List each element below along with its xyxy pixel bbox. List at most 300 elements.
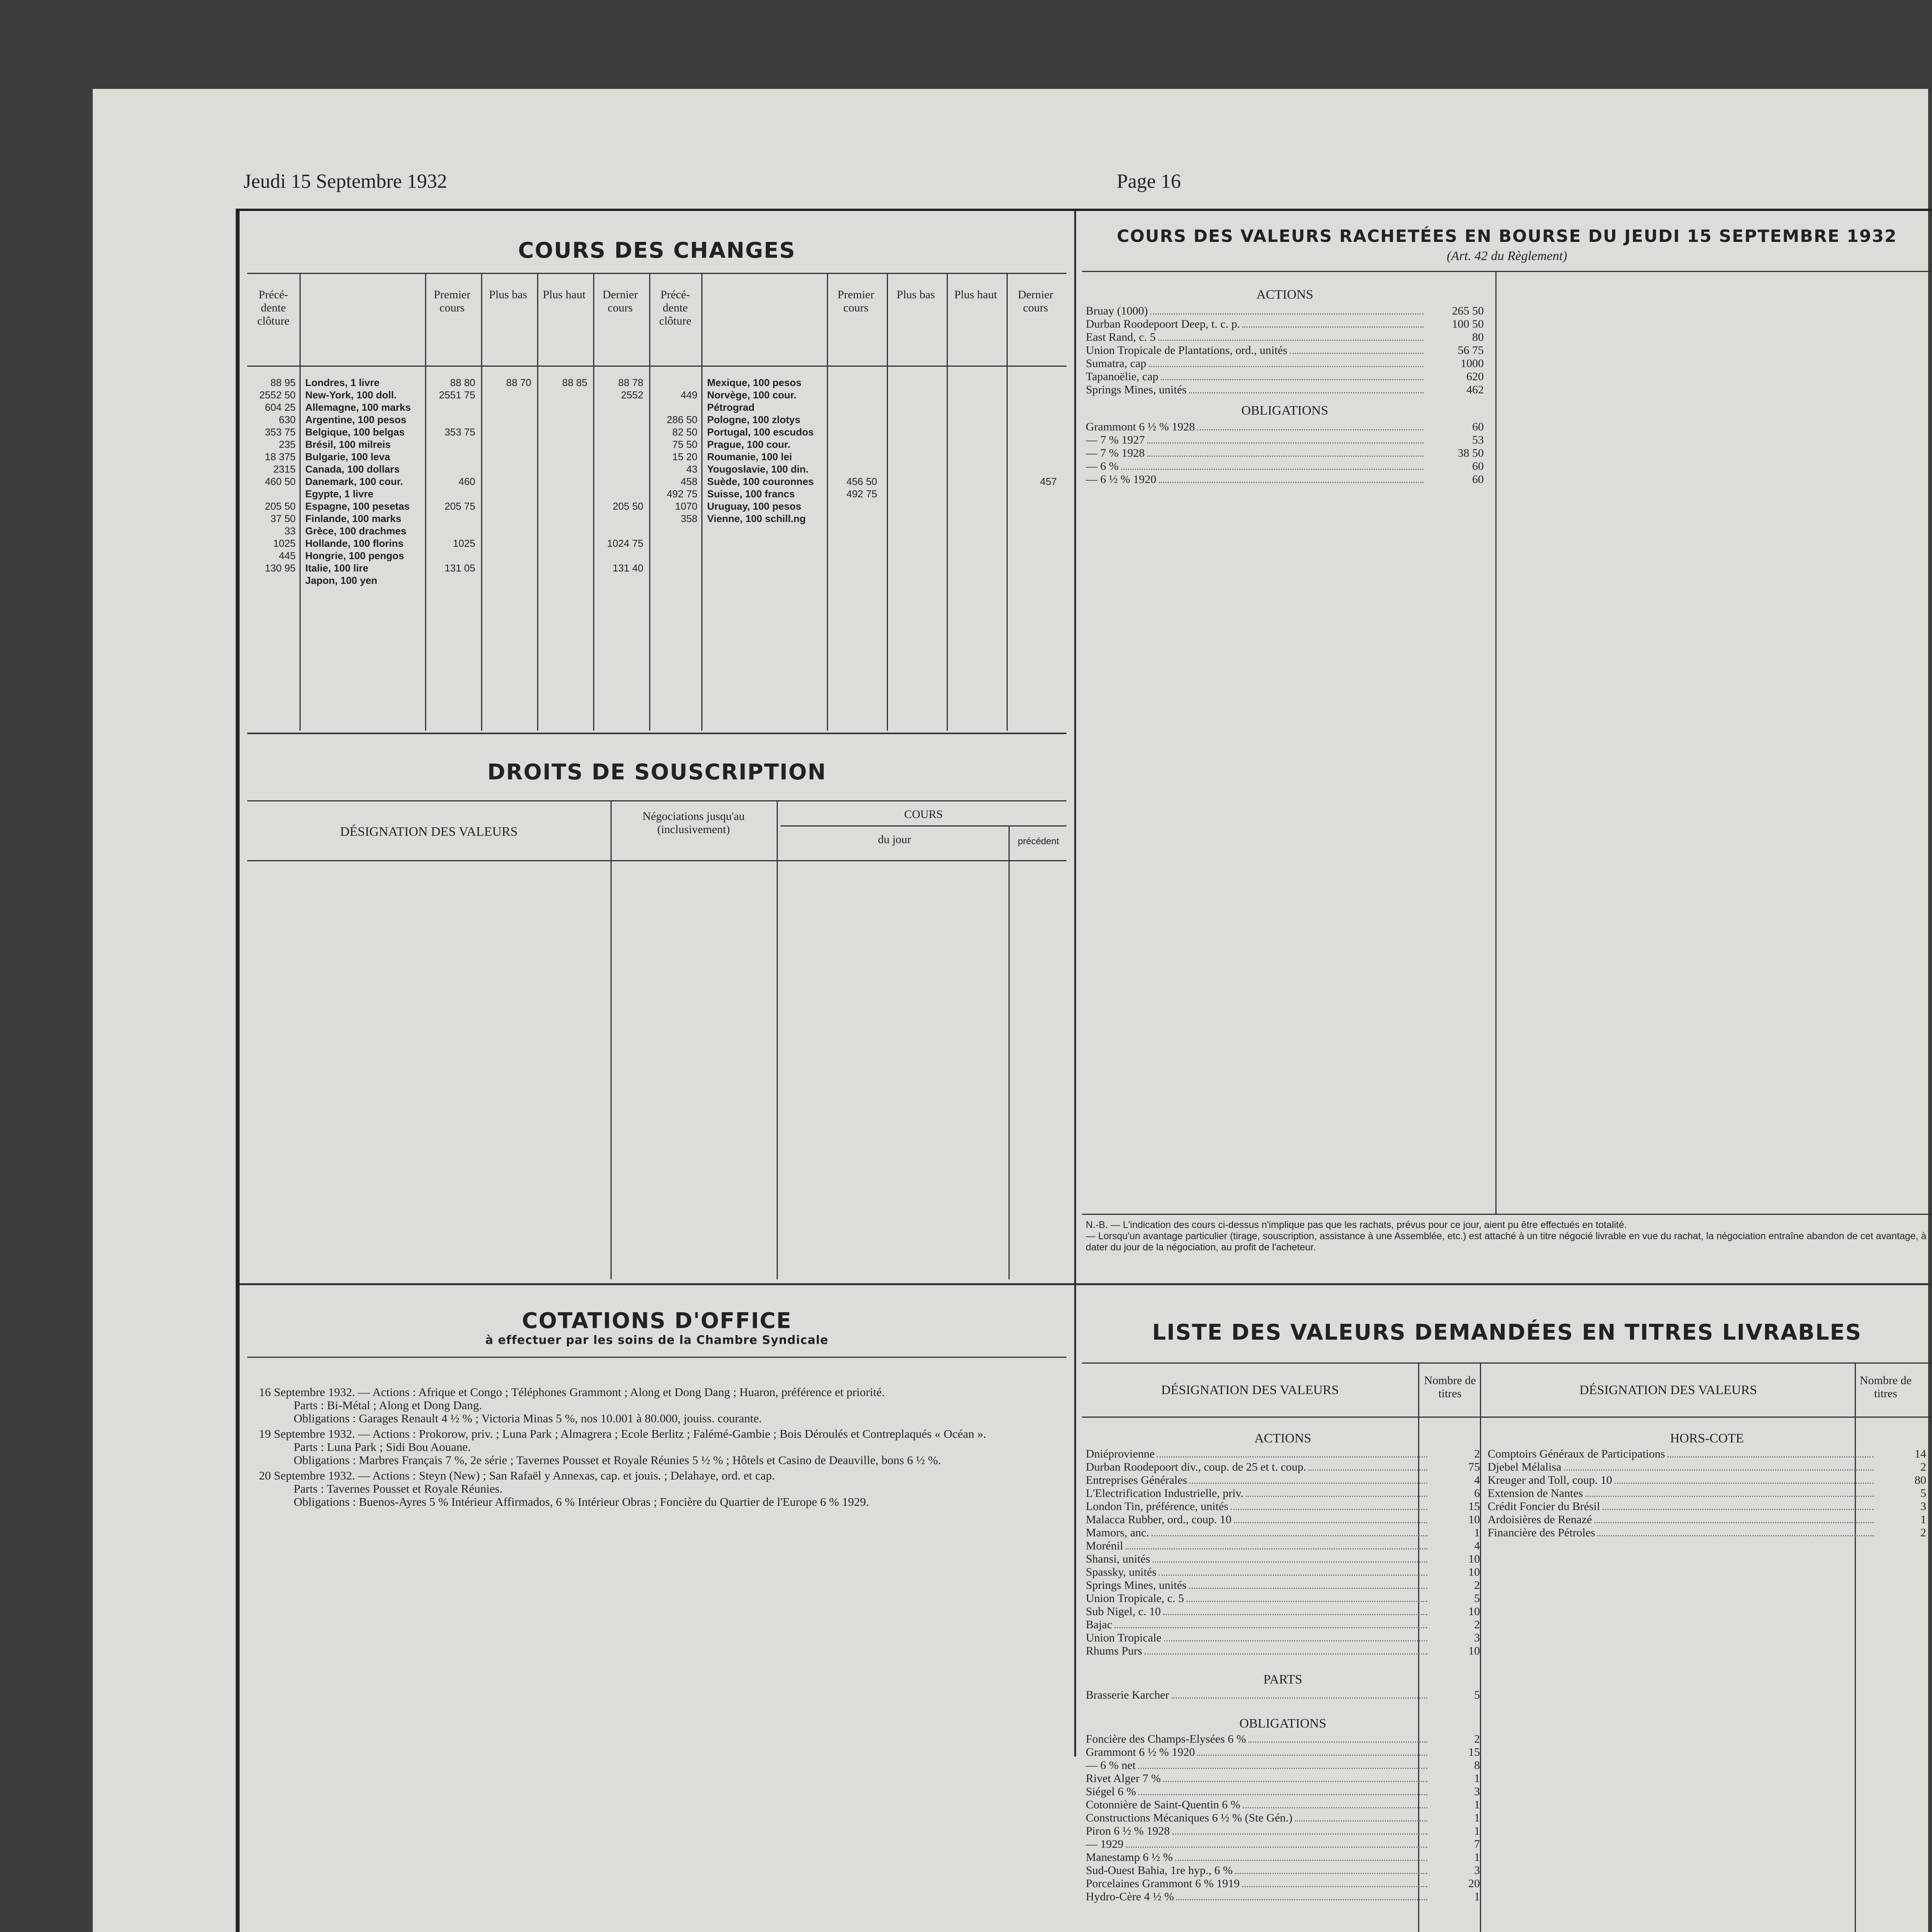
- souscription-col-line-1: [611, 800, 612, 1279]
- rachetees-obligations-label: OBLIGATIONS: [1241, 403, 1328, 418]
- liste-action-leader: [1126, 1548, 1427, 1549]
- liste-part-name: Brasserie Karcher: [1086, 1689, 1169, 1701]
- changes-currency: Pologne, 100 zlotys: [707, 414, 801, 425]
- changes-first: 353 75: [444, 426, 475, 438]
- cotations-paragraph: 16 Septembre 1932. — Actions : Afrique et Congo ; Téléphones Grammont ; Along et Dong Dang ; Huaron, préférence et priorité.: [259, 1385, 885, 1399]
- souscription-top-rule: [247, 733, 1066, 734]
- liste-horscote-leader: [1667, 1456, 1874, 1458]
- liste-obligation-leader: [1126, 1847, 1428, 1848]
- cotations-section: [240, 1285, 1074, 1932]
- rachetees-action-row: [1086, 318, 1484, 331]
- souscription-title: DROITS DE SOUSCRIPTION: [487, 760, 827, 785]
- liste-horscote-row: [1488, 1461, 1926, 1474]
- liste-action-row: [1086, 1539, 1480, 1553]
- liste-horscote-name: Extension de Nantes: [1488, 1487, 1583, 1500]
- liste-action-name: Springs Mines, unités: [1086, 1579, 1187, 1592]
- liste-horscote-name: Comptoirs Généraux de Participations: [1488, 1447, 1665, 1460]
- changes-currency: Grèce, 100 drachmes: [305, 525, 406, 537]
- liste-left-column: [1086, 1432, 1480, 1903]
- changes-currency: Vienne, 100 schill.ng: [707, 513, 806, 524]
- rachetees-obligation-name: — 7 % 1928: [1086, 447, 1145, 459]
- liste-horscote-row: [1488, 1526, 1926, 1539]
- rachetees-obligation-name: Grammont 6 ½ % 1928: [1086, 420, 1195, 433]
- changes-col-first-right: Premier cours: [837, 288, 874, 314]
- rachetees-action-leader: [1149, 366, 1423, 367]
- changes-currency: Norvège, 100 cour.: [707, 389, 797, 401]
- rachetees-obligation-row: [1086, 473, 1484, 486]
- main-frame: [236, 209, 1932, 1932]
- rachetees-note-2: — Lorsqu'un avantage particulier (tirage, souscription, assistance à une Assemblée, etc.) est attaché à un titre négocié livrable en vue du rachat, la négociation entraîne abandon de cet avantage, à dater du jour de la négociation, au profit de l'acheteur.: [1086, 1231, 1927, 1253]
- liste-obligation-value: 1: [1474, 1890, 1480, 1903]
- rachetees-subtitle: (Art. 42 du Règlement): [1447, 249, 1567, 263]
- souscription-col-jour: du jour: [878, 833, 911, 846]
- changes-high: 88 85: [562, 377, 587, 388]
- rachetees-action-row: [1086, 331, 1484, 344]
- liste-horscote-name: Financière des Pétroles: [1488, 1526, 1595, 1539]
- rachetees-obligation-row: [1086, 434, 1484, 447]
- liste-action-name: Rhums Purs: [1086, 1645, 1142, 1657]
- changes-last: 1024 75: [607, 537, 643, 549]
- liste-horscote-name: Djebel Mélalisa: [1488, 1461, 1561, 1473]
- rachetees-action-leader: [1189, 392, 1423, 393]
- cotations-rule: [247, 1357, 1066, 1358]
- souscription-col-precedent: précédent: [1018, 836, 1059, 847]
- liste-obligation-row: [1086, 1890, 1480, 1903]
- changes-currency: New-York, 100 doll.: [305, 389, 397, 401]
- liste-action-leader: [1114, 1627, 1427, 1628]
- liste-action-name: Shansi, unités: [1086, 1553, 1150, 1565]
- changes-col-high-right: Plus haut: [954, 288, 997, 301]
- liste-horscote-name: Kreuger and Toll, coup. 10: [1488, 1474, 1612, 1486]
- rachetees-action-value: 100 50: [1452, 318, 1484, 330]
- changes-currency: Hongrie, 100 pengos: [305, 550, 404, 561]
- rachetees-action-leader: [1158, 340, 1423, 341]
- changes-row: [247, 451, 649, 464]
- liste-horscote: [1488, 1447, 1926, 1539]
- changes-row: [649, 513, 1066, 526]
- rachetees-obligation-leader: [1159, 482, 1424, 483]
- liste-action-value: 4: [1474, 1474, 1480, 1486]
- liste-obligation-name: Foncière des Champs-Elysées 6 %: [1086, 1733, 1246, 1745]
- liste-action-value: 1: [1474, 1526, 1480, 1539]
- divider-vertical: [1074, 211, 1076, 1757]
- changes-currency: Japon, 100 yen: [305, 575, 378, 586]
- liste-parts: [1086, 1689, 1480, 1702]
- rachetees-action-name: Durban Roodepoort Deep, t. c. p.: [1086, 318, 1240, 330]
- rachetees-actions-label: ACTIONS: [1256, 287, 1313, 302]
- liste-horscote-leader: [1564, 1469, 1874, 1471]
- rachetees-action-value: 462: [1466, 383, 1484, 396]
- liste-parts-label: PARTS: [1263, 1672, 1303, 1687]
- liste-obligation-leader: [1235, 1873, 1427, 1874]
- liste-col-nombre-left: Nombre de titres: [1424, 1374, 1476, 1400]
- changes-currency: Suède, 100 couronnes: [707, 476, 814, 487]
- changes-prev: 33: [284, 525, 296, 537]
- rachetees-rule: [1082, 271, 1932, 272]
- rachetees-note-rule: [1082, 1214, 1932, 1215]
- liste-action-name: Sub Nigel, c. 10: [1086, 1605, 1161, 1618]
- liste-obligation-leader: [1172, 1833, 1428, 1835]
- liste-action-leader: [1246, 1496, 1427, 1497]
- souscription-col-line-3: [1009, 825, 1010, 1279]
- liste-horscote-value: 2: [1920, 1526, 1926, 1539]
- changes-col-first-left: Premier cours: [434, 288, 471, 314]
- liste-horscote-row: [1488, 1500, 1926, 1513]
- liste-action-row: [1086, 1605, 1480, 1618]
- liste-horscote-row: [1488, 1447, 1926, 1461]
- liste-action-row: [1086, 1526, 1480, 1539]
- liste-horscote-label: HORS-COTE: [1670, 1431, 1744, 1446]
- liste-part-leader: [1172, 1697, 1427, 1699]
- rachetees-action-row: [1086, 370, 1484, 383]
- liste-action-value: 10: [1468, 1566, 1480, 1578]
- changes-first: 205 75: [444, 500, 475, 512]
- liste-action-value: 2: [1474, 1618, 1480, 1631]
- liste-actions-label: ACTIONS: [1254, 1431, 1311, 1446]
- liste-action-leader: [1231, 1509, 1427, 1510]
- liste-horscote-name: Crédit Foncier du Brésil: [1488, 1500, 1600, 1513]
- liste-action-name: Mamors, anc.: [1086, 1526, 1150, 1539]
- cotations-paragraph: 20 Septembre 1932. — Actions : Steyn (New) ; San Rafaël y Annexas, cap. et jouis. ; Delahaye, ord. et cap.: [259, 1469, 775, 1482]
- changes-right-table: [649, 377, 1066, 526]
- changes-currency: Belgique, 100 belgas: [305, 426, 405, 438]
- rachetees-action-name: Bruay (1000): [1086, 304, 1148, 317]
- changes-prev: 286 50: [667, 414, 697, 425]
- changes-currency: Hollande, 100 florins: [305, 537, 404, 549]
- changes-col-low-right: Plus bas: [896, 288, 935, 301]
- liste-horscote-leader: [1614, 1483, 1874, 1484]
- changes-prev: 88 95: [270, 377, 296, 388]
- changes-row: [649, 464, 1066, 476]
- liste-obligation-row: [1086, 1864, 1480, 1877]
- changes-last: 205 50: [612, 500, 643, 512]
- liste-obligation-value: 1: [1474, 1772, 1480, 1785]
- liste-action-name: Spassky, unités: [1086, 1566, 1157, 1578]
- liste-action-value: 5: [1474, 1592, 1480, 1605]
- changes-row: [247, 427, 649, 439]
- rachetees-col-line: [1495, 271, 1497, 1214]
- rachetees-action-name: Union Tropicale de Plantations, ord., unités: [1086, 344, 1287, 357]
- liste-obligation-value: 8: [1474, 1759, 1480, 1772]
- changes-currency: Pétrograd: [707, 401, 755, 413]
- rachetees-list: [1086, 288, 1484, 486]
- liste-header-rule: [1082, 1417, 1932, 1418]
- souscription-section: [240, 733, 1074, 1281]
- rachetees-obligations: [1086, 420, 1484, 486]
- liste-action-value: 10: [1468, 1645, 1480, 1657]
- changes-low: 88 70: [506, 377, 531, 388]
- liste-obligation-leader: [1138, 1768, 1427, 1769]
- changes-rule: [247, 273, 1066, 274]
- liste-horscote-leader: [1597, 1535, 1874, 1536]
- changes-first: 1025: [453, 537, 475, 549]
- changes-first: 492 75: [846, 488, 877, 500]
- liste-obligation-row: [1086, 1785, 1480, 1798]
- changes-row: [247, 464, 649, 476]
- changes-currency: Suisse, 100 francs: [707, 488, 795, 500]
- souscription-col-designation: DÉSIGNATION DES VALEURS: [340, 825, 518, 839]
- liste-obligation-row: [1086, 1746, 1480, 1759]
- changes-first: 131 05: [444, 562, 475, 574]
- liste-obligation-name: Grammont 6 ½ % 1920: [1086, 1746, 1195, 1759]
- cotations-text: [259, 1386, 1059, 1509]
- changes-row: [247, 563, 649, 575]
- liste-action-value: 75: [1468, 1461, 1480, 1473]
- rachetees-section: [1078, 211, 1932, 1281]
- liste-action-row: [1086, 1645, 1480, 1658]
- liste-action-value: 2: [1474, 1579, 1480, 1592]
- liste-horscote-value: 2: [1920, 1461, 1926, 1473]
- changes-prev: 492 75: [667, 488, 697, 500]
- liste-obligation-leader: [1175, 1860, 1427, 1861]
- liste-horscote-value: 1: [1920, 1513, 1926, 1526]
- rachetees-obligation-name: — 6 ½ % 1920: [1086, 473, 1156, 486]
- changes-prev: 604 25: [265, 401, 296, 413]
- liste-action-name: Union Tropicale, c. 5: [1086, 1592, 1184, 1605]
- rachetees-action-row: [1086, 357, 1484, 370]
- changes-currency: Egypte, 1 livre: [305, 488, 374, 500]
- liste-action-row: [1086, 1618, 1480, 1631]
- changes-row: [247, 550, 649, 563]
- liste-action-leader: [1186, 1601, 1427, 1602]
- rachetees-action-value: 1000: [1461, 357, 1484, 370]
- rachetees-obligation-name: — 6 %: [1086, 460, 1119, 473]
- liste-action-value: 6: [1474, 1487, 1480, 1500]
- souscription-col-negociations: Négociations jusqu'au (inclusivement): [642, 810, 745, 836]
- changes-title: COURS DES CHANGES: [518, 238, 796, 263]
- liste-horscote-value: 5: [1920, 1487, 1926, 1500]
- changes-prev: 75 50: [672, 439, 697, 450]
- changes-currency: Yougoslavie, 100 din.: [707, 463, 809, 475]
- liste-obligation-leader: [1163, 1781, 1427, 1782]
- liste-action-name: Union Tropicale: [1086, 1631, 1162, 1644]
- changes-currency: Allemagne, 100 marks: [305, 401, 411, 413]
- cotations-paragraph: Obligations : Buenos-Ayres 5 % Intérieur Affirmados, 6 % Intérieur Obras ; Foncière du Quartier de l'Europe 6 % 1929.: [294, 1495, 869, 1509]
- rachetees-obligation-row: [1086, 420, 1484, 434]
- liste-horscote-row: [1488, 1487, 1926, 1500]
- liste-action-name: Morénil: [1086, 1539, 1123, 1552]
- liste-obligation-value: 1: [1474, 1811, 1480, 1824]
- liste-action-leader: [1163, 1614, 1427, 1615]
- changes-col-prev-left: Précé-dente clôture: [257, 288, 290, 327]
- liste-action-leader: [1145, 1653, 1427, 1655]
- changes-row: [649, 501, 1066, 513]
- rachetees-title: COURS DES VALEURS RACHETÉES EN BOURSE DU JEUDI 15 SEPTEMBRE 1932: [1117, 226, 1897, 246]
- liste-obligation-row: [1086, 1759, 1480, 1772]
- liste-obligation-value: 7: [1474, 1838, 1480, 1850]
- rachetees-action-value: 265 50: [1452, 304, 1484, 317]
- liste-horscote-value: 80: [1915, 1474, 1926, 1486]
- changes-row: [247, 402, 649, 414]
- rachetees-action-leader: [1290, 353, 1423, 354]
- liste-action-value: 15: [1468, 1500, 1480, 1513]
- liste-action-leader: [1234, 1522, 1427, 1523]
- liste-obligation-leader: [1138, 1794, 1427, 1795]
- liste-obligation-name: Manestamp 6 ½ %: [1086, 1851, 1173, 1864]
- liste-obligation-leader: [1197, 1755, 1427, 1756]
- changes-prev: 2315: [273, 463, 296, 475]
- rachetees-action-name: East Rand, c. 5: [1086, 331, 1156, 344]
- rachetees-obligation-row: [1086, 447, 1484, 460]
- changes-currency: Danemark, 100 cour.: [305, 476, 403, 487]
- rachetees-action-value: 80: [1472, 331, 1484, 344]
- liste-obligation-name: Piron 6 ½ % 1928: [1086, 1825, 1170, 1837]
- liste-action-row: [1086, 1447, 1480, 1461]
- changes-prev: 445: [279, 550, 296, 561]
- liste-part-value: 5: [1474, 1689, 1480, 1701]
- changes-row: [247, 377, 649, 389]
- changes-currency: Finlande, 100 marks: [305, 513, 401, 524]
- changes-row: [247, 538, 649, 550]
- liste-obligation-row: [1086, 1811, 1480, 1825]
- liste-obligation-row: [1086, 1851, 1480, 1864]
- changes-row: [649, 402, 1066, 414]
- changes-currency: Bulgarie, 100 leva: [305, 451, 390, 463]
- liste-section: [1078, 1285, 1932, 1932]
- liste-action-name: L'Electrification Industrielle, priv.: [1086, 1487, 1244, 1500]
- liste-col-designation-right: DÉSIGNATION DES VALEURS: [1579, 1383, 1757, 1397]
- liste-action-value: 4: [1474, 1539, 1480, 1552]
- liste-action-leader: [1189, 1483, 1427, 1484]
- liste-col-line-2: [1480, 1362, 1481, 1932]
- rachetees-action-row: [1086, 383, 1484, 396]
- liste-action-leader: [1153, 1561, 1427, 1563]
- rachetees-action-leader: [1150, 313, 1423, 315]
- liste-action-row: [1086, 1553, 1480, 1566]
- changes-row: [247, 439, 649, 451]
- liste-obligation-leader: [1248, 1742, 1427, 1743]
- changes-prev: 205 50: [265, 500, 296, 512]
- liste-action-row: [1086, 1631, 1480, 1645]
- cotations-paragraph: Obligations : Marbres Français 7 %, 2e série ; Tavernes Pousset et Royale Réunies 5 ½ % ; Hôtels et Casino de Deauville, bons 6 ½ %.: [294, 1453, 941, 1467]
- rachetees-note-1: N.-B. — L'indication des cours ci-dessus n'implique pas que les rachats, prévus pour ce jour, aient pu être effectués en totalité.: [1086, 1219, 1627, 1230]
- liste-action-leader: [1189, 1588, 1427, 1589]
- rachetees-obligation-value: 60: [1472, 473, 1484, 486]
- rachetees-action-leader: [1161, 379, 1423, 380]
- changes-row: [247, 414, 649, 427]
- changes-last: 88 78: [618, 377, 643, 388]
- liste-action-leader: [1308, 1469, 1427, 1471]
- liste-action-row: [1086, 1579, 1480, 1592]
- changes-currency: Canada, 100 dollars: [305, 463, 400, 475]
- changes-section: [240, 211, 1074, 733]
- changes-prev: 353 75: [265, 426, 296, 438]
- liste-action-value: 10: [1468, 1553, 1480, 1565]
- liste-obligation-row: [1086, 1798, 1480, 1811]
- rachetees-obligation-row: [1086, 460, 1484, 473]
- rachetees-actions: [1086, 304, 1484, 396]
- liste-action-leader: [1164, 1640, 1427, 1641]
- header-date: Jeudi 15 Septembre 1932: [243, 170, 447, 192]
- changes-first: 88 80: [450, 377, 475, 388]
- liste-action-row: [1086, 1461, 1480, 1474]
- changes-prev: 1025: [273, 537, 296, 549]
- liste-col-nombre-right: Nombre de titres: [1859, 1374, 1912, 1400]
- changes-prev: 460 50: [265, 476, 296, 487]
- liste-obligation-name: — 1929: [1086, 1838, 1124, 1850]
- changes-row: [649, 451, 1066, 464]
- liste-action-row: [1086, 1487, 1480, 1500]
- rachetees-action-name: Springs Mines, unités: [1086, 383, 1187, 396]
- liste-action-name: Entreprises Générales: [1086, 1474, 1187, 1486]
- liste-actions: [1086, 1447, 1480, 1658]
- rachetees-action-leader: [1242, 327, 1423, 328]
- rachetees-obligation-leader: [1197, 429, 1423, 430]
- liste-action-leader: [1151, 1535, 1427, 1536]
- changes-first: 2551 75: [439, 389, 475, 401]
- liste-action-row: [1086, 1500, 1480, 1513]
- cotations-paragraph: Parts : Bi-Métal ; Along et Dong Dang.: [294, 1398, 482, 1412]
- rachetees-action-name: Tapanoëlie, cap: [1086, 370, 1158, 383]
- liste-action-leader: [1159, 1575, 1427, 1576]
- changes-prev: 37 50: [270, 513, 296, 524]
- rachetees-action-value: 56 75: [1458, 344, 1484, 357]
- changes-row: [649, 377, 1066, 389]
- changes-row: [649, 439, 1066, 451]
- liste-obligation-name: Cotonnière de Saint-Quentin 6 %: [1086, 1798, 1240, 1811]
- liste-action-value: 2: [1474, 1447, 1480, 1460]
- changes-row: [247, 488, 649, 501]
- changes-last: 2552: [621, 389, 643, 401]
- changes-currency: Portugal, 100 escudos: [707, 426, 814, 438]
- changes-row: [649, 476, 1066, 488]
- liste-action-row: [1086, 1592, 1480, 1605]
- liste-obligation-leader: [1176, 1899, 1427, 1900]
- rachetees-obligation-leader: [1147, 456, 1424, 457]
- changes-prev: 130 95: [265, 562, 296, 574]
- souscription-rule: [247, 800, 1066, 801]
- liste-horscote-row: [1488, 1474, 1926, 1487]
- changes-prev: 630: [279, 414, 296, 425]
- liste-obligation-name: Sud-Ouest Bahia, 1re hyp., 6 %: [1086, 1864, 1233, 1877]
- liste-horscote-value: 3: [1920, 1500, 1926, 1513]
- changes-col-last-right: Dernier cours: [1018, 288, 1053, 314]
- changes-first: 460: [458, 476, 475, 487]
- liste-horscote-row: [1488, 1513, 1926, 1526]
- changes-row: [247, 575, 649, 587]
- changes-first: 456 50: [846, 476, 877, 487]
- changes-prev: 235: [279, 439, 296, 450]
- liste-action-leader: [1157, 1456, 1427, 1458]
- liste-horscote-leader: [1594, 1522, 1874, 1523]
- changes-row: [649, 414, 1066, 427]
- newspaper-page: [93, 89, 1928, 1932]
- rachetees-action-name: Sumatra, cap: [1086, 357, 1146, 370]
- changes-col-high-left: Plus haut: [543, 288, 586, 301]
- rachetees-obligation-value: 60: [1472, 420, 1484, 433]
- changes-currency: Uruguay, 100 pesos: [707, 500, 801, 512]
- liste-right-column: [1488, 1432, 1926, 1539]
- liste-action-name: London Tin, préférence, unités: [1086, 1500, 1229, 1513]
- rachetees-action-row: [1086, 344, 1484, 357]
- rachetees-obligation-value: 53: [1472, 434, 1484, 446]
- liste-obligation-row: [1086, 1877, 1480, 1890]
- changes-currency: Italie, 100 lire: [305, 562, 369, 574]
- changes-last: 457: [1040, 476, 1057, 487]
- liste-obligation-value: 15: [1468, 1746, 1480, 1759]
- changes-row: [649, 427, 1066, 439]
- changes-prev: 18 375: [265, 451, 296, 463]
- liste-horscote-name: Ardoisières de Renazé: [1488, 1513, 1592, 1526]
- changes-currency: Prague, 100 cour.: [707, 439, 791, 450]
- changes-row: [649, 488, 1066, 501]
- changes-col-last-left: Dernier cours: [602, 288, 638, 314]
- changes-prev: 2552 50: [259, 389, 296, 401]
- liste-obligation-value: 3: [1474, 1785, 1480, 1798]
- liste-obligation-name: Siégel 6 %: [1086, 1785, 1136, 1798]
- liste-obligations: [1086, 1733, 1480, 1903]
- changes-left-table: [247, 377, 649, 587]
